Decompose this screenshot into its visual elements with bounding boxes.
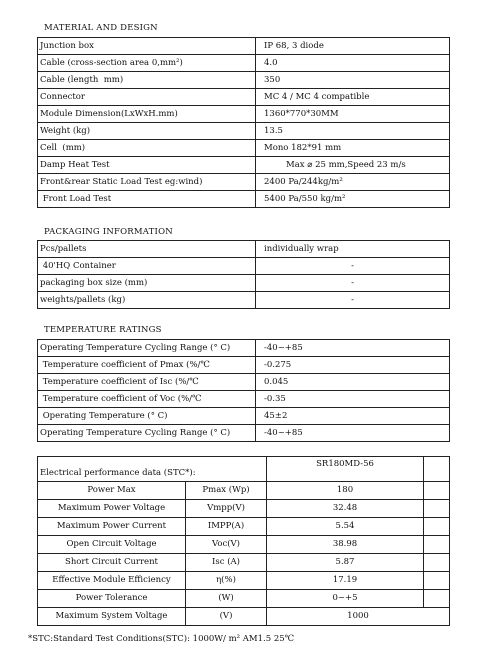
param-name: Maximum Power Voltage	[38, 500, 186, 518]
model-name: SR180MD-56	[267, 457, 424, 482]
temperature-row	[38, 425, 450, 442]
material-title: MATERIAL AND DESIGN	[44, 23, 158, 33]
spec-value: 350	[256, 72, 450, 89]
spec-label: Cable (cross-section area 0,mm²)	[38, 55, 256, 72]
spec-value: -0.275	[256, 357, 450, 374]
param-value: 5.54	[267, 518, 424, 536]
temperature-row	[38, 357, 450, 374]
spec-value: Max ⌀ 25 mm,Speed 23 m/s	[256, 157, 450, 174]
packaging-table	[37, 240, 450, 309]
param-value: 5.87	[267, 554, 424, 572]
empty-cell	[424, 518, 450, 536]
param-symbol: (W)	[186, 590, 267, 608]
temperature-table	[37, 339, 450, 442]
material-row	[38, 38, 450, 55]
spec-label: Operating Temperature Cycling Range (° C)	[38, 425, 256, 442]
spec-label: Cell (mm)	[38, 140, 256, 157]
packaging-row	[38, 292, 450, 309]
spec-value: MC 4 / MC 4 compatible	[256, 89, 450, 106]
spec-value: Mono 182*91 mm	[256, 140, 450, 157]
temperature-title: TEMPERATURE RATINGS	[44, 325, 162, 335]
spec-value: -	[256, 258, 450, 275]
spec-value: 4.0	[256, 55, 450, 72]
spec-label: packaging box size (mm)	[38, 275, 256, 292]
electrical-header-row	[38, 457, 450, 482]
empty-cell	[424, 536, 450, 554]
spec-label: Temperature coefficient of Pmax (%/℃	[38, 357, 256, 374]
empty-cell	[424, 572, 450, 590]
temperature-row	[38, 374, 450, 391]
spec-label: Damp Heat Test	[38, 157, 256, 174]
packaging-title: PACKAGING INFORMATION	[44, 227, 173, 237]
param-symbol: Isc (A)	[186, 554, 267, 572]
spec-label: Temperature coefficient of Voc (%/℃	[38, 391, 256, 408]
param-name: Open Circuit Voltage	[38, 536, 186, 554]
param-value: 38.98	[267, 536, 424, 554]
empty-cell	[424, 590, 450, 608]
spec-value: IP 68, 3 diode	[256, 38, 450, 55]
spec-label: Module Dimension(LxWxH.mm)	[38, 106, 256, 123]
spec-label: Temperature coefficient of Isc (%/℃	[38, 374, 256, 391]
electrical-row	[38, 554, 450, 572]
spec-label: Front&rear Static Load Test eg:wind)	[38, 174, 256, 191]
param-name: Maximum Power Current	[38, 518, 186, 536]
param-name: Power Max	[38, 482, 186, 500]
spec-value: 0.045	[256, 374, 450, 391]
param-name: Power Tolerance	[38, 590, 186, 608]
spec-value: 1360*770*30MM	[256, 106, 450, 123]
material-row	[38, 191, 450, 208]
material-table	[37, 37, 450, 208]
param-name: Maximum System Voltage	[38, 608, 186, 626]
material-row	[38, 72, 450, 89]
spec-value: 2400 Pa/244kg/m²	[256, 174, 450, 191]
spec-value: -	[256, 292, 450, 309]
param-value: 0~+5	[267, 590, 424, 608]
param-symbol: Vmpp(V)	[186, 500, 267, 518]
empty-cell	[424, 482, 450, 500]
electrical-row	[38, 536, 450, 554]
material-row	[38, 106, 450, 123]
param-symbol: IMPP(A)	[186, 518, 267, 536]
spec-label: 40'HQ Container	[38, 258, 256, 275]
electrical-row	[38, 482, 450, 500]
electrical-row	[38, 500, 450, 518]
param-value: 32.48	[267, 500, 424, 518]
spec-value: -40~+85	[256, 425, 450, 442]
packaging-row	[38, 275, 450, 292]
spec-label: Pcs/pallets	[38, 241, 256, 258]
packaging-row	[38, 258, 450, 275]
electrical-header: Electrical performance data (STC*):	[38, 457, 267, 482]
spec-label: weights/pallets (kg)	[38, 292, 256, 309]
spec-value: 45±2	[256, 408, 450, 425]
param-name: Effective Module Efficiency	[38, 572, 186, 590]
spec-value: -40~+85	[256, 340, 450, 357]
spec-value: -0.35	[256, 391, 450, 408]
material-row	[38, 55, 450, 72]
electrical-row	[38, 572, 450, 590]
material-row	[38, 174, 450, 191]
electrical-row	[38, 518, 450, 536]
param-symbol: (V)	[186, 608, 267, 626]
spec-label: Weight (kg)	[38, 123, 256, 140]
spec-label: Operating Temperature Cycling Range (° C)	[38, 340, 256, 357]
material-row	[38, 140, 450, 157]
electrical-table	[37, 456, 450, 626]
empty-cell	[424, 554, 450, 572]
param-name: Short Circuit Current	[38, 554, 186, 572]
empty-cell	[424, 457, 450, 482]
param-value: 1000	[267, 608, 450, 626]
spec-label: Connector	[38, 89, 256, 106]
param-symbol: Voc(V)	[186, 536, 267, 554]
electrical-row	[38, 590, 450, 608]
electrical-row	[38, 608, 450, 626]
spec-value: 13.5	[256, 123, 450, 140]
material-row	[38, 89, 450, 106]
spec-label: Cable (length mm)	[38, 72, 256, 89]
spec-value: individually wrap	[256, 241, 450, 258]
spec-value: -	[256, 275, 450, 292]
spec-value: 5400 Pa/550 kg/m²	[256, 191, 450, 208]
temperature-row	[38, 408, 450, 425]
material-row	[38, 123, 450, 140]
packaging-row	[38, 241, 450, 258]
empty-cell	[424, 500, 450, 518]
footnote: *STC:Standard Test Conditions(STC): 1000W/ m² AM1.5 25℃	[28, 634, 295, 644]
param-symbol: η(%)	[186, 572, 267, 590]
param-symbol: Pmax (Wp)	[186, 482, 267, 500]
spec-label: Operating Temperature (° C)	[38, 408, 256, 425]
spec-label: Junction box	[38, 38, 256, 55]
temperature-row	[38, 340, 450, 357]
material-row	[38, 157, 450, 174]
param-value: 17.19	[267, 572, 424, 590]
param-value: 180	[267, 482, 424, 500]
temperature-row	[38, 391, 450, 408]
spec-label: Front Load Test	[38, 191, 256, 208]
